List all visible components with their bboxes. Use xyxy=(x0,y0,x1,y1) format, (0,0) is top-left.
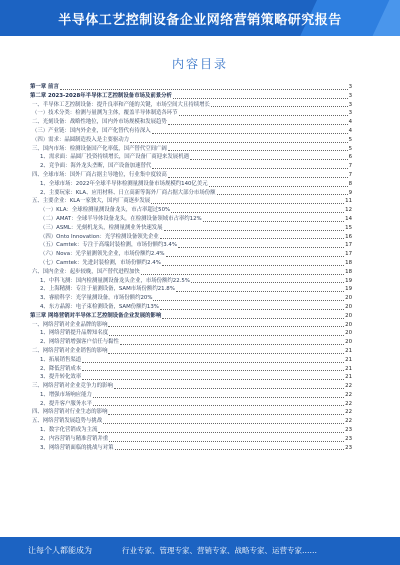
toc-dot-leader xyxy=(179,115,348,116)
report-footer xyxy=(0,537,400,565)
toc-entry[interactable] xyxy=(30,153,352,162)
toc-entry-page: 16 xyxy=(345,233,352,240)
toc-dot-leader xyxy=(151,203,344,204)
toc-entry-title: 2、降低营销成本 xyxy=(40,365,82,372)
toc-dot-leader xyxy=(209,186,348,187)
toc-dot-leader xyxy=(191,282,344,283)
toc-entry-page: 8 xyxy=(348,180,352,187)
toc-entry[interactable] xyxy=(30,356,352,365)
toc-entry-title: 一、网络营销对企业品牌的影响 xyxy=(32,321,108,328)
toc-entry-title: 1、拓展销售渠道 xyxy=(40,356,82,363)
toc-dot-leader xyxy=(108,353,344,354)
toc-entry-page: 17 xyxy=(345,251,352,258)
toc-entry[interactable] xyxy=(30,206,352,215)
toc-entry[interactable] xyxy=(30,382,352,391)
toc-entry-page: 21 xyxy=(345,356,352,363)
toc-entry[interactable] xyxy=(30,400,352,409)
footer-slogan: 让每个人都能成为 xyxy=(28,546,92,555)
toc-entry-title: 2、内容营销与精准营销并重 xyxy=(40,435,109,442)
toc-entry[interactable] xyxy=(30,373,352,382)
toc-entry[interactable] xyxy=(30,365,352,374)
toc-entry[interactable] xyxy=(30,233,352,242)
toc-entry-page: 9 xyxy=(348,189,352,196)
toc-entry[interactable] xyxy=(30,417,352,426)
toc-entry[interactable] xyxy=(30,338,352,347)
toc-entry-page: 5 xyxy=(348,136,352,143)
toc-entry[interactable] xyxy=(30,224,352,233)
toc-entry-page: 7 xyxy=(348,171,352,178)
toc-entry-page: 14 xyxy=(345,215,352,222)
toc-entry-page: 4 xyxy=(348,127,352,134)
toc-dot-leader xyxy=(190,159,348,160)
toc-dot-leader xyxy=(108,326,344,327)
toc-dot-leader xyxy=(109,335,344,336)
toc-entry[interactable] xyxy=(30,189,352,198)
toc-entry-page: 17 xyxy=(345,242,352,249)
toc-dot-leader xyxy=(153,300,344,301)
toc-dot-leader xyxy=(160,309,344,310)
toc-dot-leader xyxy=(176,291,344,292)
toc-dot-leader xyxy=(162,265,344,266)
toc-entry-page: 20 xyxy=(345,303,352,310)
toc-entry-title: （二）AMAT：全球半导体设备龙头，在检测设备领域市占率约12% xyxy=(40,215,202,222)
toc-entry-title: 3、提升转化效率 xyxy=(40,374,82,381)
toc-entry-page: 20 xyxy=(345,339,352,346)
toc-entry-page: 11 xyxy=(345,198,352,205)
toc-dot-leader xyxy=(168,150,348,151)
toc-dot-leader xyxy=(120,344,344,345)
toc-entry-page: 23 xyxy=(345,444,352,451)
toc-entry-title: 五、主要企业：KLA一家独大，国内厂商逐步发展 xyxy=(32,198,151,205)
toc-entry-page: 22 xyxy=(345,383,352,390)
toc-dot-leader xyxy=(82,379,344,380)
toc-entry[interactable] xyxy=(30,118,352,127)
toc-entry-page: 21 xyxy=(345,374,352,381)
toc-entry-title: 五、网络营销发展趋势与挑战 xyxy=(32,418,103,425)
toc-entry-page: 22 xyxy=(345,400,352,407)
toc-entry[interactable] xyxy=(30,294,352,303)
toc-entry-title: 1、全球市场：2022年全球半导体检测量测设备市场规模约140亿美元 xyxy=(40,180,208,187)
toc-dot-leader xyxy=(93,405,344,406)
toc-entry[interactable] xyxy=(30,241,352,250)
toc-dot-leader xyxy=(217,194,348,195)
toc-entry[interactable] xyxy=(30,347,352,356)
toc-dot-leader xyxy=(98,432,344,433)
toc-entry[interactable] xyxy=(30,277,352,286)
toc-entry[interactable] xyxy=(30,285,352,294)
toc-entry-page: 20 xyxy=(345,321,352,328)
toc-dot-leader xyxy=(115,449,345,450)
toc-entry-title: 4、东方晶源：电子束检测设备，SAM份额约13% xyxy=(40,303,159,310)
toc-entry-title: 六、国内企业：起步较晚，国产替代进程加快 xyxy=(32,268,140,275)
toc-entry-title: 1、网络营销提升品牌知名度 xyxy=(40,330,109,337)
toc-entry-title: 2、上海精测：专注于量测设备，SAM市场份额约21.8% xyxy=(40,286,175,293)
toc-entry-title: 3、网络营销面临的挑战与对策 xyxy=(40,444,114,451)
toc-entry-title: 三、国内市场：检测设备国产化率低，国产替代空间广阔 xyxy=(32,145,167,152)
toc-entry-title: 第三章 网络营销对半导体工艺控制设备企业发展的影响 xyxy=(30,312,162,319)
toc-entry-title: 三、网络营销对企业竞争力的影响 xyxy=(32,383,113,390)
toc-entry-title: （一）技术分类：检测与量测为主体，覆盖半导体制造各环节 xyxy=(32,110,178,117)
toc-entry-page: 5 xyxy=(348,145,352,152)
report-header xyxy=(0,0,400,36)
toc-entry-page: 3 xyxy=(348,101,352,108)
toc-dot-leader xyxy=(160,238,344,239)
table-of-contents xyxy=(30,83,352,452)
toc-entry[interactable] xyxy=(30,109,352,118)
toc-dot-leader xyxy=(168,177,348,178)
toc-entry-title: （四）需求：晶圆制造投入是主要驱动力 xyxy=(32,136,130,143)
toc-dot-leader xyxy=(109,441,344,442)
toc-entry-title: 第一章 前言 xyxy=(30,84,59,90)
toc-entry-title: （五）Camtek：专注于高端封装检测，市场份额约3.4% xyxy=(40,242,177,249)
toc-entry[interactable] xyxy=(30,426,352,435)
toc-entry-title: 1、数字化营销成为主流 xyxy=(40,427,98,434)
toc-entry-title: 2、竞争面：海外龙头垄断，国产设备加速替代 xyxy=(40,163,152,170)
toc-dot-leader xyxy=(141,274,344,275)
toc-entry-page: 22 xyxy=(345,418,352,425)
toc-entry-page: 18 xyxy=(345,259,352,266)
toc-entry-title: （四）Onto Innovation：光学检测设备领先企业 xyxy=(40,233,159,240)
toc-entry[interactable] xyxy=(30,171,352,180)
toc-entry-page: 19 xyxy=(345,277,352,284)
toc-entry[interactable] xyxy=(30,215,352,224)
toc-dot-leader xyxy=(178,247,344,248)
toc-dot-leader xyxy=(130,142,348,143)
toc-dot-leader xyxy=(162,318,344,319)
toc-entry[interactable] xyxy=(30,127,352,136)
toc-entry-page: 3 xyxy=(348,110,352,117)
toc-entry-title: 四、全球市场：国外厂商占据主导地位，行业集中度较高 xyxy=(32,171,167,178)
toc-dot-leader xyxy=(103,423,344,424)
toc-entry-page: 23 xyxy=(345,427,352,434)
toc-entry-page: 20 xyxy=(345,312,352,319)
toc-entry-page: 12 xyxy=(345,207,352,214)
toc-entry-title: 2、网络营销增强客户信任与黏性 xyxy=(40,339,119,346)
toc-entry-title: 2、主要玩家：KLA、应用材料、日立高新等海外厂商占据大部分市场份额 xyxy=(40,189,216,196)
toc-entry-page: 22 xyxy=(345,391,352,398)
toc-entry[interactable] xyxy=(30,329,352,338)
toc-dot-leader xyxy=(164,230,345,231)
toc-entry-page: 4 xyxy=(348,119,352,126)
toc-dot-leader xyxy=(166,256,345,257)
toc-entry-page: 7 xyxy=(348,163,352,170)
toc-dot-leader xyxy=(168,124,348,125)
toc-entry[interactable] xyxy=(30,259,352,268)
toc-entry[interactable] xyxy=(30,180,352,189)
toc-dot-leader xyxy=(211,106,348,107)
toc-entry[interactable] xyxy=(30,391,352,400)
toc-entry[interactable] xyxy=(30,444,352,453)
toc-entry-page: 19 xyxy=(345,286,352,293)
toc-entry-title: 四、网络营销对行业生态的影响 xyxy=(32,409,108,416)
toc-entry[interactable] xyxy=(30,92,352,101)
toc-dot-leader xyxy=(108,414,344,415)
toc-entry-title: 第二章 2023-2028年半导体工艺控制设备市场及前景分析 xyxy=(30,92,172,99)
toc-dot-leader xyxy=(171,212,344,213)
toc-dot-leader xyxy=(114,388,344,389)
toc-entry-page: 22 xyxy=(345,409,352,416)
footer-expert-list: 行业专家、管理专家、营销专家、战略专家、运营专家…… xyxy=(122,546,317,555)
toc-entry-page: 18 xyxy=(345,268,352,275)
toc-entry-page: 21 xyxy=(345,347,352,354)
toc-entry[interactable] xyxy=(30,303,352,312)
toc-entry-title: 3、睿励科学：光学量测设备，市场份额约20% xyxy=(40,295,153,302)
toc-entry[interactable] xyxy=(30,408,352,417)
toc-entry[interactable] xyxy=(30,101,352,110)
toc-entry[interactable] xyxy=(30,136,352,145)
toc-entry-title: （三）ASML：光刻机龙头，检测量测业务快速发展 xyxy=(40,224,163,231)
toc-entry-title: 一、半导体工艺控制设备：提升良率和产能的关键，市场空间大且持续增长 xyxy=(32,101,210,108)
toc-entry-page: 21 xyxy=(345,365,352,372)
toc-dot-leader xyxy=(93,397,344,398)
toc-entry-title: 2、提升客户服务水平 xyxy=(40,400,92,407)
report-title: 半导体工艺控制设备企业网络营销策略研究报告 xyxy=(58,13,342,28)
toc-entry-title: （六）Nova：光学量测领先企业，市场份额约2.4% xyxy=(40,251,165,258)
toc-dot-leader xyxy=(82,362,344,363)
toc-entry-page: 3 xyxy=(348,92,352,99)
toc-entry-title: （三）产业链：国内外企业，国产化替代有待深入 xyxy=(32,127,151,134)
toc-entry[interactable] xyxy=(30,268,352,277)
toc-entry-title: 1、增强市场响应能力 xyxy=(40,391,92,398)
toc-dot-leader xyxy=(203,221,344,222)
toc-entry-title: 1、需求面：晶圆厂投资持续增长，国产设备厂商迎来发展机遇 xyxy=(40,154,189,161)
toc-entry-page: 6 xyxy=(348,154,352,161)
toc-entry[interactable] xyxy=(30,250,352,259)
toc-entry[interactable] xyxy=(30,197,352,206)
toc-entry-page: 15 xyxy=(345,224,352,231)
toc-heading: 内容目录 xyxy=(171,57,228,71)
toc-entry-title: 1、中科飞测：国内检测量测设备龙头企业，市场份额约22.5% xyxy=(40,277,190,284)
toc-entry-title: 二、网络营销对企业销售的影响 xyxy=(32,347,108,354)
toc-entry-page: 20 xyxy=(345,295,352,302)
toc-entry-title: （一）KLA：全球检测量测设备龙头，市占率超过50% xyxy=(40,207,171,214)
toc-entry[interactable] xyxy=(30,312,352,321)
toc-entry[interactable] xyxy=(30,83,352,92)
toc-dot-leader xyxy=(152,168,347,169)
toc-entry[interactable] xyxy=(30,162,352,171)
toc-dot-leader xyxy=(152,133,348,134)
toc-entry[interactable] xyxy=(30,321,352,330)
toc-entry[interactable] xyxy=(30,145,352,154)
toc-dot-leader xyxy=(82,370,344,371)
toc-entry-page: 23 xyxy=(345,435,352,442)
toc-entry-title: （七）Camtek：先进封装检测，市场份额约2.4% xyxy=(40,259,161,266)
toc-dot-leader xyxy=(60,89,348,90)
toc-entry[interactable] xyxy=(30,435,352,444)
toc-entry-title: 二、光刻设备：战略性地位，国内外市场规模和发展趋势 xyxy=(32,119,167,126)
toc-entry-page: 20 xyxy=(345,330,352,337)
toc-entry-page: 3 xyxy=(348,84,352,90)
toc-dot-leader xyxy=(173,98,348,99)
